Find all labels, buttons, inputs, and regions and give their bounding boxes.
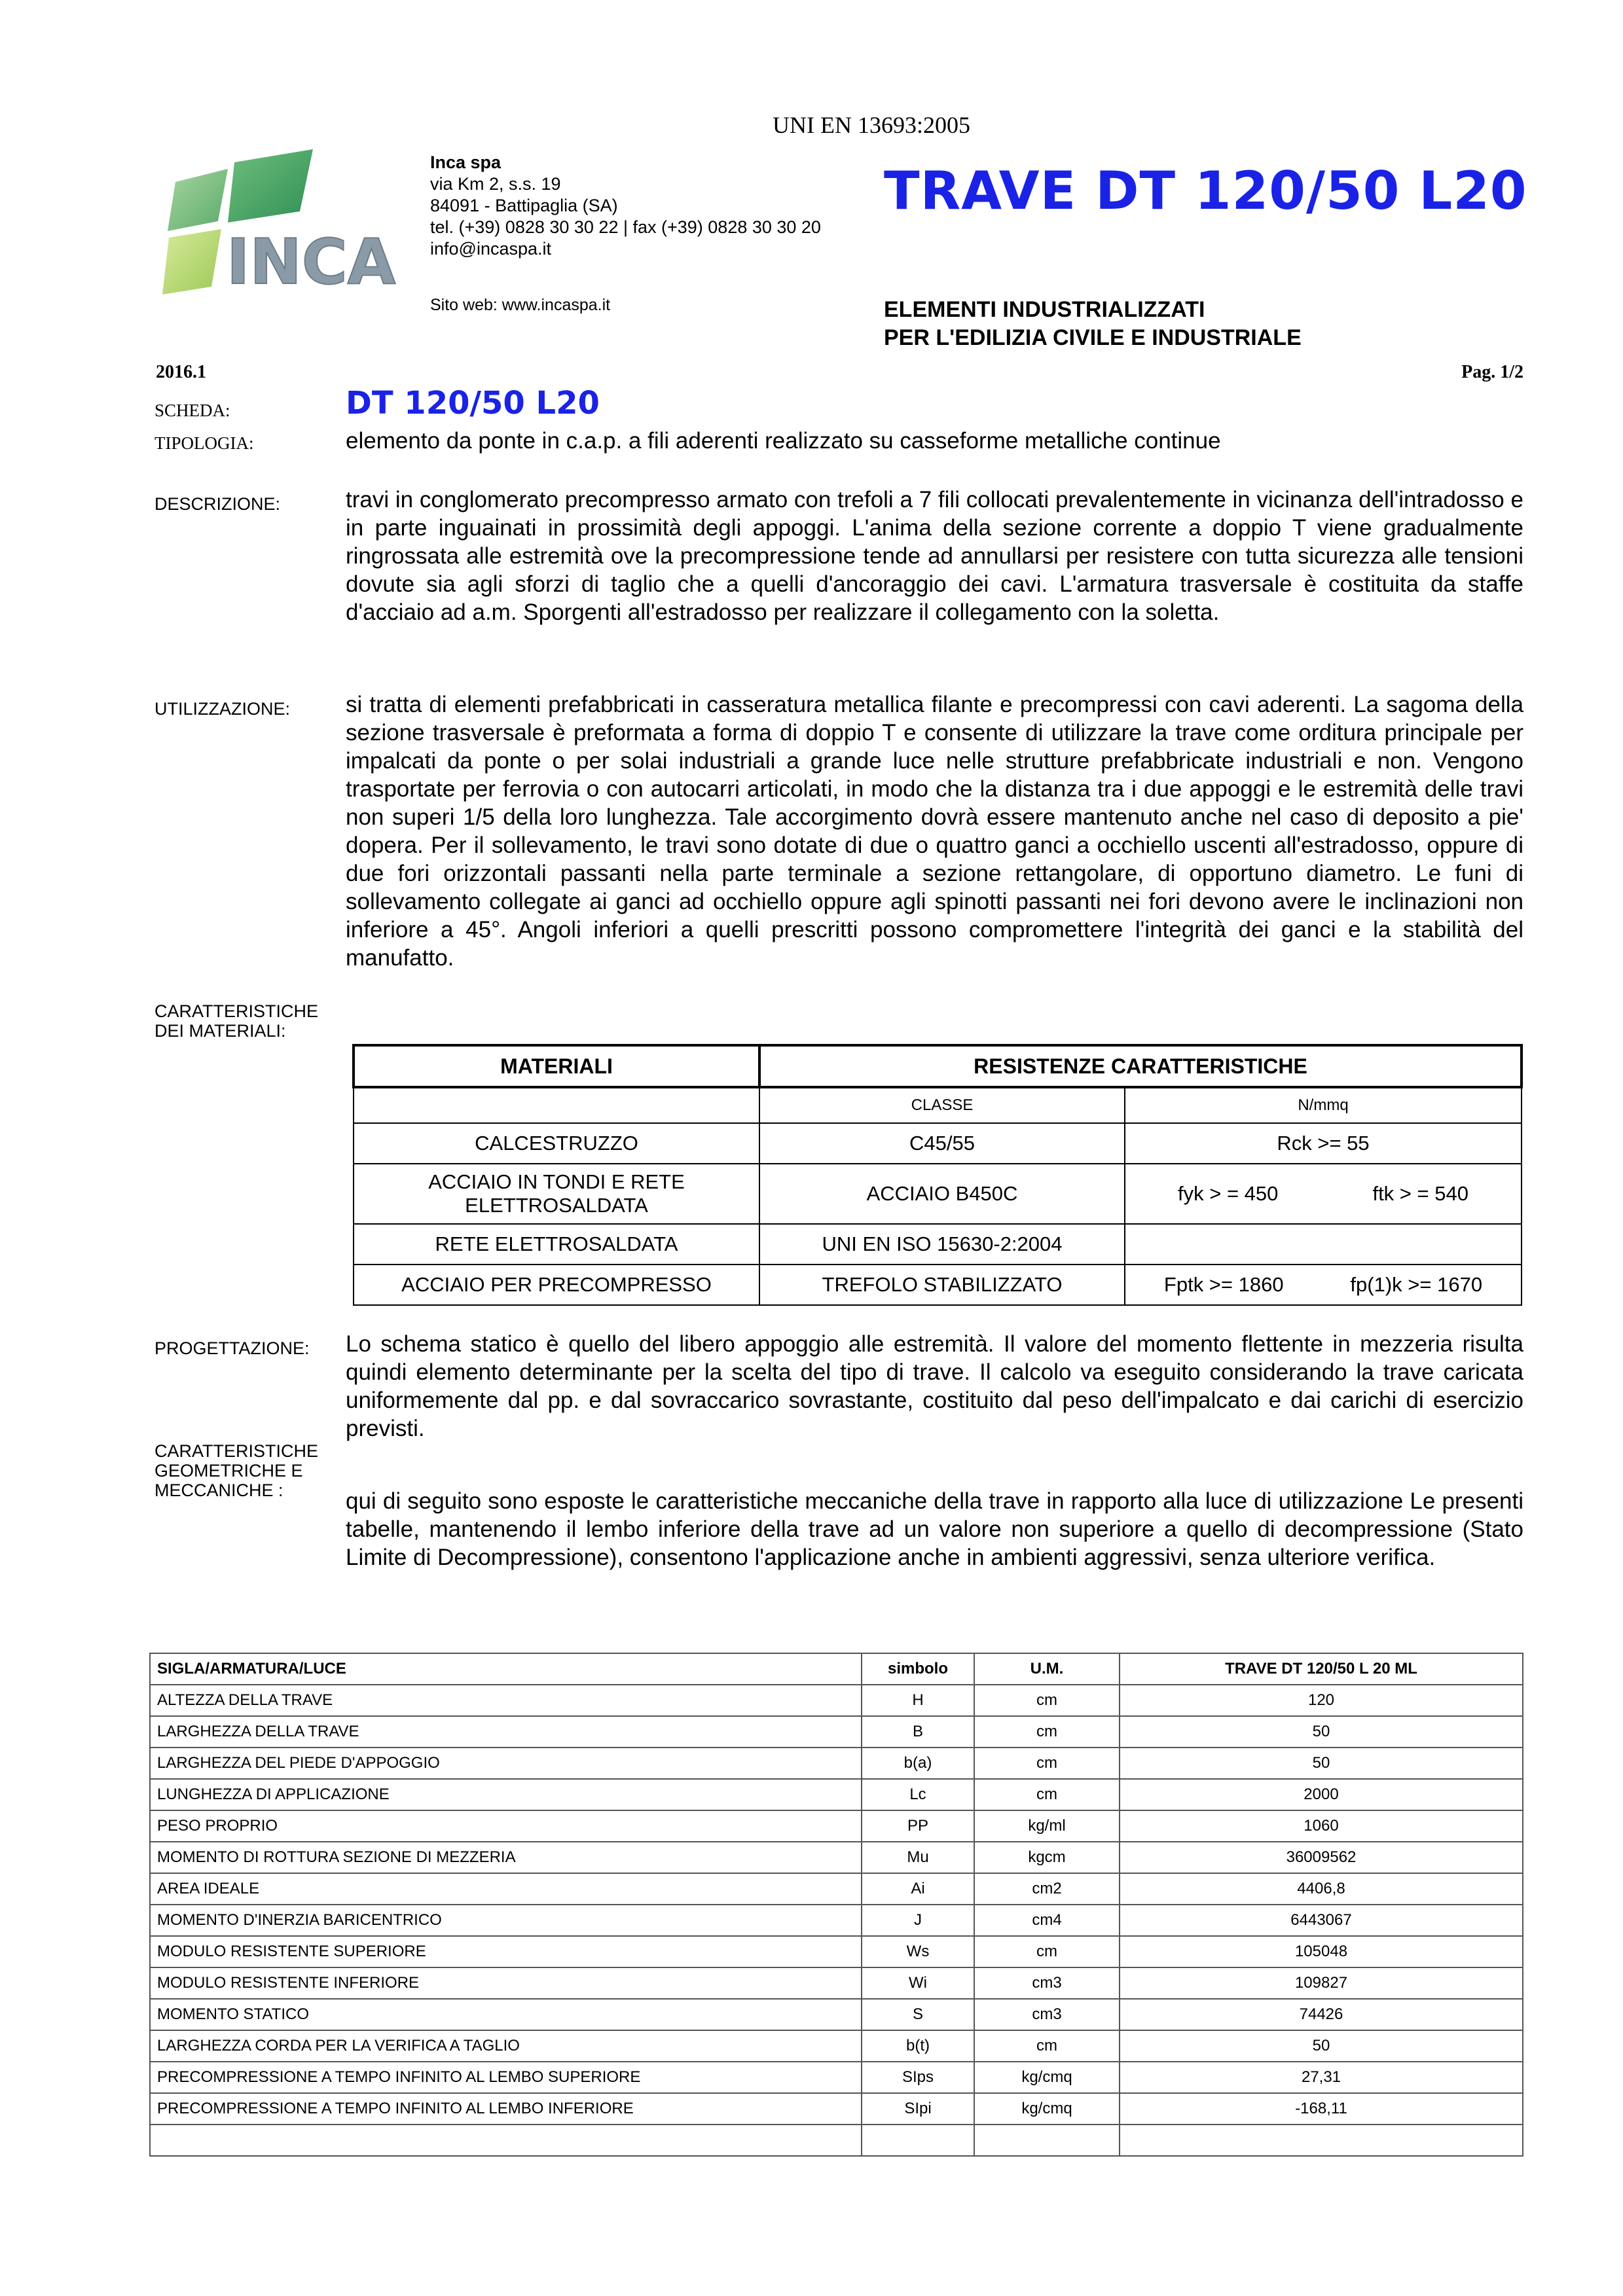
sub-classe: CLASSE	[759, 1087, 1125, 1123]
company-name: Inca spa	[430, 152, 501, 172]
document-title: TRAVE DT 120/50 L20	[884, 160, 1527, 221]
inca-logo	[156, 149, 418, 300]
table-cell: J	[862, 1905, 974, 1936]
company-phone-fax: tel. (+39) 0828 30 30 22 | fax (+39) 0828 30 30 20	[430, 217, 821, 237]
progettazione-text: Lo schema statico è quello del libero appoggio alle estremità. Il valore del momento flettente in mezzeria risulta quindi elemento determinante per la scelta del tipo di trave. Il calcolo va eseguito considerando la trave caricata uniformemente dal pp. e dal sovraccarico sovrastante, costituito dal peso dell'impalcato e dai carichi di esercizio previsti.	[346, 1331, 1523, 1441]
table-row	[150, 1810, 1523, 1842]
table-row	[150, 1748, 1523, 1779]
table-row	[150, 1967, 1523, 1999]
table-cell: LARGHEZZA DEL PIEDE D'APPOGGIO	[150, 1748, 862, 1779]
revision: 2016.1	[156, 362, 206, 382]
table-cell: S	[862, 1999, 974, 2030]
table-cell	[150, 2125, 862, 2156]
table-cell: PP	[862, 1810, 974, 1842]
table-row	[150, 1905, 1523, 1936]
table-cell: PESO PROPRIO	[150, 1810, 862, 1842]
header-sigla: SIGLA/ARMATURA/LUCE	[150, 1653, 862, 1685]
tipologia-label: TIPOLOGIA:	[155, 433, 254, 453]
table-cell: Mu	[862, 1842, 974, 1873]
table-row	[150, 2062, 1523, 2093]
table-row: CALCESTRUZZO C45/55 Rck >= 55	[354, 1123, 1522, 1164]
table-cell: cm	[974, 1685, 1120, 1716]
table-row: ACCIAIO PER PRECOMPRESSO TREFOLO STABILIZZATO Fptk >= 1860 fp(1)k >= 1670	[354, 1265, 1522, 1305]
progettazione-label: PROGETTAZIONE:	[155, 1338, 310, 1358]
scheda-label: SCHEDA:	[155, 401, 230, 420]
utilizzazione-text: si tratta di elementi prefabbricati in casseratura metallica filante e precompressi con cavi aderenti. La sagoma della sezione trasversale è preformata a forma di doppio T e consente di utilizzare la trave come orditura principale per impalcati da ponte o per solai industriali a grande luce nelle strutture prefabbricate industriali e non. Vengono trasportate per ferrovia o con autocarri articolati, in modo che la distanza tra i due appoggi e le estremità delle travi non superi 1/5 della loro lunghezza. Tale accorgimento dovrà essere mantenuto anche nel caso di deposito a pie' dopera. Per il sollevamento, le travi sono dotate di due o quattro ganci a occhiello uscenti all'estradosso, oppure di due fori orizzontali passanti nella parte terminale a sezione rettangolare, di opportuno diametro. Le funi di sollevamento collegate ai ganci ad occhiello oppure agli spinotti passanti nei fori devono avere le inclinazioni non inferiore a 45°. Angoli inferiori a quelli prescritti possono compromettere l'integrità dei ganci e la stabilità del manufatto.	[346, 692, 1523, 971]
table-cell: Wi	[862, 1967, 974, 1999]
table-cell: Lc	[862, 1779, 974, 1810]
table-cell: H	[862, 1685, 974, 1716]
table-cell: cm3	[974, 1999, 1120, 2030]
table-cell: LUNGHEZZA DI APPLICAZIONE	[150, 1779, 862, 1810]
table-cell: SIpi	[862, 2093, 974, 2125]
header-simbolo: simbolo	[862, 1653, 974, 1685]
category-line-1: ELEMENTI INDUSTRIALIZZATI	[884, 297, 1205, 322]
table-cell: MOMENTO D'INERZIA BARICENTRICO	[150, 1905, 862, 1936]
table-cell: cm	[974, 1748, 1120, 1779]
company-address-1: via Km 2, s.s. 19	[430, 174, 561, 194]
table-cell: SIps	[862, 2062, 974, 2093]
table-cell: AREA IDEALE	[150, 1873, 862, 1905]
scheda-value: DT 120/50 L20	[346, 385, 600, 422]
category	[884, 296, 1302, 352]
table-row: RETE ELETTROSALDATA UNI EN ISO 15630-2:2004	[354, 1224, 1522, 1265]
table-cell: 2000	[1120, 1779, 1523, 1810]
table-cell: 50	[1120, 1748, 1523, 1779]
table-cell: kg/cmq	[974, 2062, 1120, 2093]
table-cell: Ws	[862, 1936, 974, 1967]
table-row	[150, 2125, 1523, 2156]
table-cell: PRECOMPRESSIONE A TEMPO INFINITO AL LEMBO SUPERIORE	[150, 2062, 862, 2093]
tipologia-text: elemento da ponte in c.a.p. a fili aderenti realizzato su casseforme metalliche continue	[346, 428, 1221, 454]
table-cell: b(t)	[862, 2030, 974, 2062]
category-line-2: PER L'EDILIZIA CIVILE E INDUSTRIALE	[884, 325, 1302, 350]
sub-unit: N/mmq	[1125, 1087, 1522, 1123]
table-cell: cm	[974, 1779, 1120, 1810]
table-cell: kg/ml	[974, 1810, 1120, 1842]
table-cell: PRECOMPRESSIONE A TEMPO INFINITO AL LEMBO INFERIORE	[150, 2093, 862, 2125]
table-cell: -168,11	[1120, 2093, 1523, 2125]
standard-reference: UNI EN 13693:2005	[773, 112, 970, 138]
table-cell: LARGHEZZA CORDA PER LA VERIFICA A TAGLIO	[150, 2030, 862, 2062]
table-cell: cm3	[974, 1967, 1120, 1999]
table-row	[150, 2093, 1523, 2125]
table-cell: MOMENTO DI ROTTURA SEZIONE DI MEZZERIA	[150, 1842, 862, 1873]
table-cell: B	[862, 1716, 974, 1748]
company-website[interactable]: Sito web: www.incaspa.it	[430, 296, 611, 314]
table-cell: 109827	[1120, 1967, 1523, 1999]
table-cell: 1060	[1120, 1810, 1523, 1842]
table-cell: 74426	[1120, 1999, 1523, 2030]
table-cell: MODULO RESISTENTE INFERIORE	[150, 1967, 862, 1999]
table-cell: Ai	[862, 1873, 974, 1905]
header-materiali: MATERIALI	[354, 1045, 759, 1087]
company-address-2: 84091 - Battipaglia (SA)	[430, 196, 618, 215]
descrizione-label: DESCRIZIONE:	[155, 494, 281, 514]
utilizzazione-label: UTILIZZAZIONE:	[155, 699, 291, 719]
table-cell: kgcm	[974, 1842, 1120, 1873]
company-info	[430, 152, 821, 260]
table-row	[150, 1716, 1523, 1748]
header-trave: TRAVE DT 120/50 L 20 ML	[1120, 1653, 1523, 1685]
table-cell: 36009562	[1120, 1842, 1523, 1873]
table-cell: 120	[1120, 1685, 1523, 1716]
table-cell: cm2	[974, 1873, 1120, 1905]
table-cell	[974, 2125, 1120, 2156]
header-um: U.M.	[974, 1653, 1120, 1685]
table-cell: cm	[974, 1936, 1120, 1967]
table-cell: cm	[974, 1716, 1120, 1748]
table-row	[150, 1999, 1523, 2030]
materiali-label: CARATTERISTICHE DEI MATERIALI:	[155, 1001, 319, 1041]
table-cell: 50	[1120, 2030, 1523, 2062]
sub-empty	[354, 1087, 759, 1123]
table-cell: 105048	[1120, 1936, 1523, 1967]
materials-table	[352, 1044, 1523, 1306]
table-cell: LARGHEZZA DELLA TRAVE	[150, 1716, 862, 1748]
table-row	[150, 2030, 1523, 2062]
table-cell	[1120, 2125, 1523, 2156]
specs-table	[149, 1653, 1523, 2157]
table-cell: 4406,8	[1120, 1873, 1523, 1905]
table-cell	[862, 2125, 974, 2156]
table-cell: cm	[974, 2030, 1120, 2062]
table-cell: 50	[1120, 1716, 1523, 1748]
geometriche-label: CARATTERISTICHE GEOMETRICHE E MECCANICHE :	[155, 1441, 319, 1500]
geometriche-text: qui di seguito sono esposte le caratteristiche meccaniche della trave in rapporto alla luce di utilizzazione Le presenti tabelle, mantenendo il lembo inferiore della trave ad un valore non superiore a quello di decompressione (Stato Limite di Decompressione), consentono l'applicazione anche in ambienti aggressivi, senza ulteriore verifica.	[346, 1488, 1523, 1570]
table-row	[150, 1873, 1523, 1905]
table-cell: b(a)	[862, 1748, 974, 1779]
table-row	[150, 1842, 1523, 1873]
table-row: ACCIAIO IN TONDI E RETE ELETTROSALDATA ACCIAIO B450C fyk > = 450 ftk > = 540	[354, 1164, 1522, 1224]
table-row	[150, 1779, 1523, 1810]
table-row	[150, 1936, 1523, 1967]
company-email[interactable]: info@incaspa.it	[430, 239, 552, 259]
table-cell: kg/cmq	[974, 2093, 1120, 2125]
header-resistenze: RESISTENZE CARATTERISTICHE	[759, 1045, 1522, 1087]
table-cell: ALTEZZA DELLA TRAVE	[150, 1685, 862, 1716]
table-cell: MODULO RESISTENTE SUPERIORE	[150, 1936, 862, 1967]
svg-text:INCA: INCA	[227, 226, 396, 298]
table-cell: MOMENTO STATICO	[150, 1999, 862, 2030]
table-cell: 27,31	[1120, 2062, 1523, 2093]
page-number: Pag. 1/2	[1461, 362, 1523, 382]
descrizione-text: travi in conglomerato precompresso armato con trefoli a 7 fili collocati prevalentemente in vicinanza dell'intradosso e in parte inguainati in prossimità degli appoggi. L'anima della sezione corrente a doppio T viene gradualmente ringrossata alle estremità ove la precompressione tende ad annullarsi per resistere con tutta sicurezza alle tensioni dovute sia agli sforzi di taglio che a quelli d'ancoraggio dei cavi. L'armatura trasversale è costituita da staffe d'acciaio ad a.m. Sporgenti all'estradosso per realizzare il collegamento con la soletta.	[346, 487, 1523, 625]
table-cell: 6443067	[1120, 1905, 1523, 1936]
table-row	[150, 1685, 1523, 1716]
table-cell: cm4	[974, 1905, 1120, 1936]
